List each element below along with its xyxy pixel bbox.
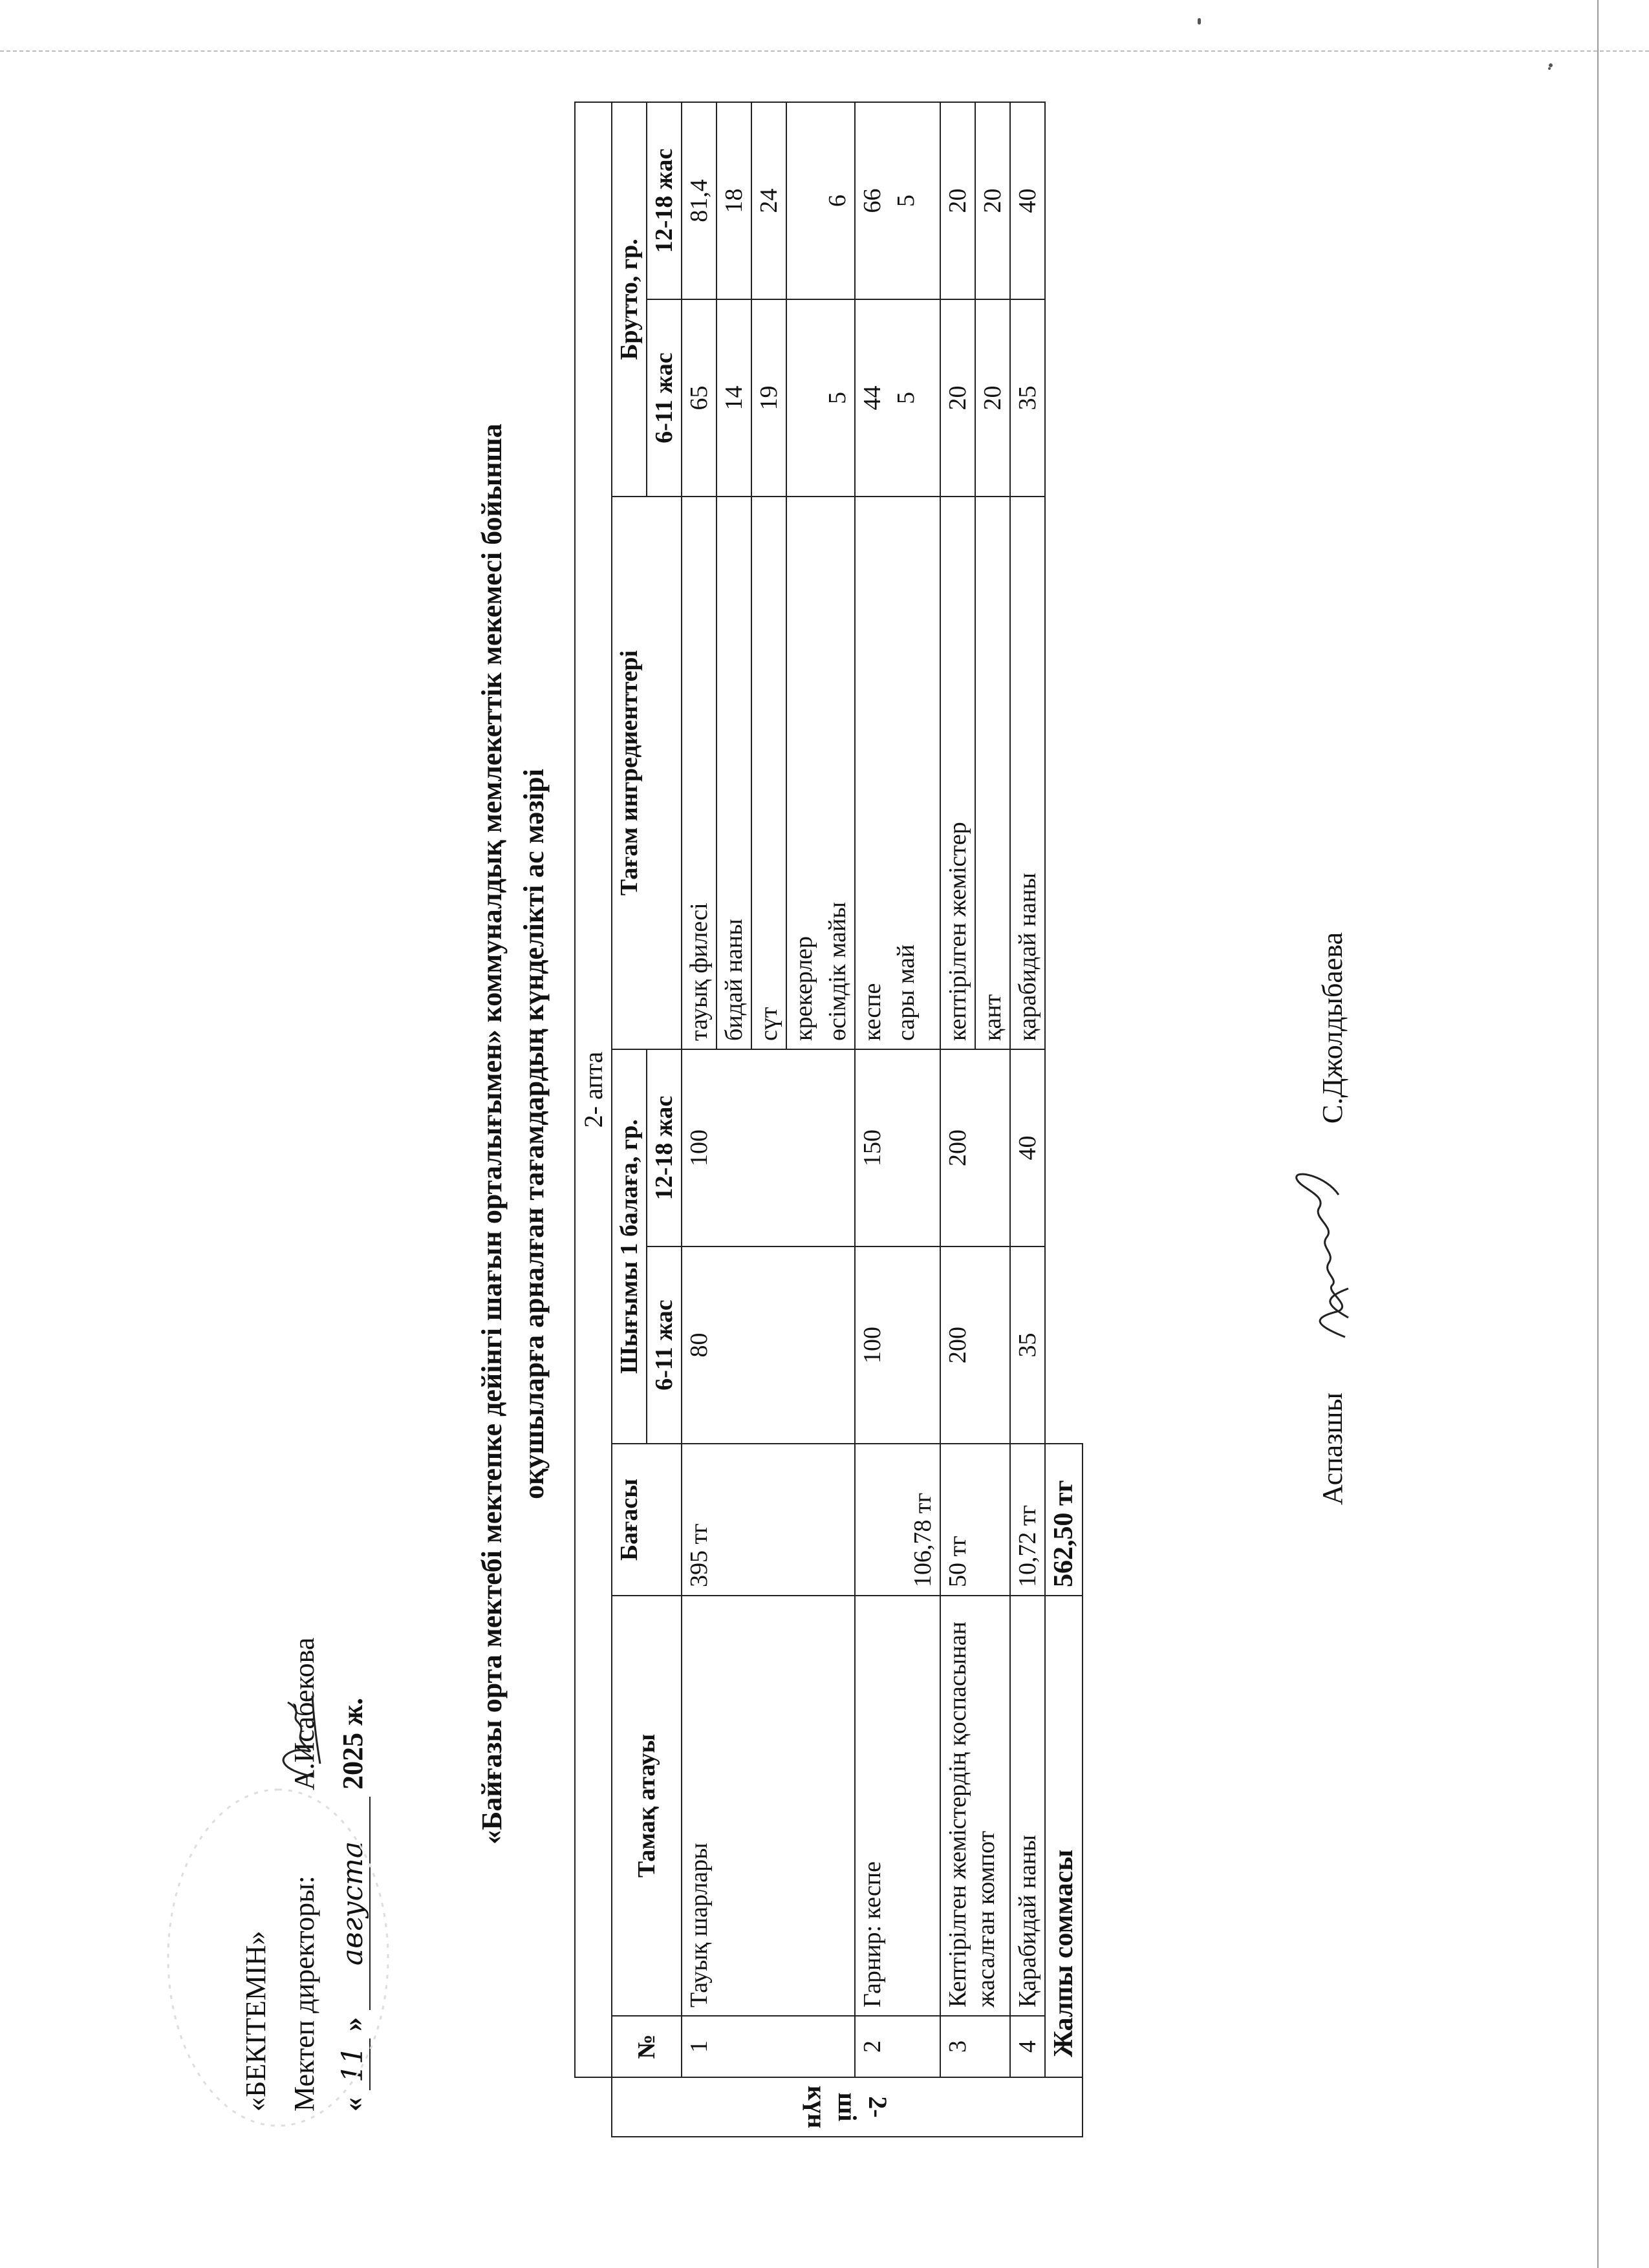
header-row-1 <box>612 102 647 2137</box>
cook-signature <box>1287 1156 1371 1350</box>
header-dish: Тамақ атауы <box>612 1596 682 2016</box>
ingredient-name: бидай наны <box>717 497 751 1049</box>
title-line-2: оқушыларға арналған тағамдардың күнделікті ас мәзірі <box>518 769 550 1499</box>
table-row <box>682 102 717 2137</box>
director-prefix: Мектеп директоры: <box>288 1876 320 2112</box>
cook-name: С.Джолдыбаева <box>1317 932 1348 1124</box>
day-label-cell <box>612 2077 1083 2137</box>
total-label: Жалпы соммасы <box>1045 1596 1083 2077</box>
row-portion-age2: 100 <box>682 1049 855 1246</box>
header-price: Бағасы <box>612 1444 682 1596</box>
header-brutto-age1: 6-11 жас <box>647 299 682 497</box>
row-price: 10,72 тг <box>1010 1444 1045 1596</box>
ingredient-brutto-age1: 14 <box>717 299 751 497</box>
ingredient-brutto-age2: 20 <box>940 102 975 299</box>
ingredient-brutto-age2: 6 <box>821 102 855 299</box>
ingredient-brutto-age2: 66 <box>855 102 889 299</box>
ingredient-brutto-age1: 44 <box>855 299 889 497</box>
ingredient-brutto-age1: 35 <box>1010 299 1045 497</box>
ingredient-name: сүт <box>751 497 786 1049</box>
row-price: 395 тг <box>682 1444 855 1596</box>
row-num: 4 <box>1010 2016 1045 2077</box>
ingredient-brutto-age2: 18 <box>717 102 751 299</box>
ingredient-brutto-age1: 5 <box>821 299 855 497</box>
ingredient-name: тауық филесі <box>682 497 717 1049</box>
week-row <box>575 102 612 2137</box>
row-portion-age1: 35 <box>1010 1246 1045 1444</box>
row-portion-age2: 150 <box>855 1049 940 1246</box>
table-row <box>940 102 975 2137</box>
ingredient-name: қант <box>975 497 1010 1049</box>
ingredient-brutto-age1: 65 <box>682 299 717 497</box>
ingredient-name: кеспе <box>855 497 889 1049</box>
row-portion-age2: 200 <box>940 1049 1010 1246</box>
date-month: августа <box>336 1797 371 2010</box>
date-year: 2025 ж. <box>337 1698 369 1790</box>
ingredient-brutto-age2: 40 <box>1010 102 1045 299</box>
ingredient-brutto-age2: 81,4 <box>682 102 717 299</box>
approval-org: «БЕКІТЕМІН» <box>240 1931 272 2112</box>
row-num: 3 <box>940 2016 1010 2077</box>
header-brutto-age2: 12-18 жас <box>647 102 682 299</box>
director-name: А.Исабекова <box>288 1637 320 1791</box>
row-price: 50 тг <box>940 1444 1010 1596</box>
header-portion-age1: 6-11 жас <box>647 1246 682 1444</box>
total-row <box>1045 102 1083 2137</box>
ingredient-brutto-age2: 24 <box>751 102 786 299</box>
ingredient-brutto-age1: 20 <box>975 299 1010 497</box>
ingredient-name: крекерлер <box>786 497 821 1049</box>
ingredient-brutto-age2: 20 <box>975 102 1010 299</box>
table-row <box>1010 102 1045 2137</box>
header-num: № <box>612 2016 682 2077</box>
row-dish: Кептірілген жемістердің қоспасынан жасалған компот <box>940 1596 1010 2016</box>
row-price: 106,78 тг <box>855 1444 940 1596</box>
date-open-quote: « <box>337 2097 369 2112</box>
table-row <box>855 102 889 2137</box>
row-num: 2 <box>855 2016 940 2077</box>
ingredient-name: өсімдік майы <box>821 497 855 1049</box>
ingredient-brutto-age1: 19 <box>751 299 786 497</box>
header-brutto: Брутто, гр. <box>612 102 647 497</box>
row-dish: Қарабидай наны <box>1010 1596 1045 2016</box>
ingredient-name: қарабидай наны <box>1010 497 1045 1049</box>
ingredient-name: сары май <box>889 497 940 1049</box>
week-label: 2- апта <box>575 102 612 2077</box>
cook-label: Аспазшы <box>1317 1392 1348 1505</box>
ingredient-name: кептірілген жемістер <box>940 497 975 1049</box>
stamp-faint <box>155 1777 401 2139</box>
director-signature <box>268 1693 327 1783</box>
title-line-1: «Байғазы орта мектебі мектепке дейінгі шағын орталығымен» коммуналдық мемлекеттік мекемесі бойынша <box>476 423 508 1845</box>
ingredient-brutto-age2: 5 <box>889 102 940 299</box>
row-portion-age1: 100 <box>855 1246 940 1444</box>
total-value: 562,50 тг <box>1045 1444 1083 1596</box>
row-portion-age1: 80 <box>682 1246 855 1444</box>
header-portion: Шығымы 1 балаға, гр. <box>612 1049 647 1444</box>
row-dish: Гарнир: кеспе <box>855 1596 940 2016</box>
ingredient-brutto-age1: 5 <box>889 299 940 497</box>
row-dish: Тауық шарлары <box>682 1596 855 2016</box>
header-portion-age2: 12-18 жас <box>647 1049 682 1246</box>
row-num: 1 <box>682 2016 855 2077</box>
row-portion-age1: 200 <box>940 1246 1010 1444</box>
menu-table <box>574 102 1083 2137</box>
row-portion-age2: 40 <box>1010 1049 1045 1246</box>
ingredient-brutto-age2 <box>786 102 821 299</box>
date-day: 11 <box>336 2038 371 2090</box>
header-ingredients: Тағам ингредиенттері <box>612 497 682 1049</box>
day-label: 2-ші күн <box>802 2085 892 2128</box>
ingredient-brutto-age1: 20 <box>940 299 975 497</box>
date-close-quote: » <box>337 2017 369 2031</box>
ingredient-brutto-age1 <box>786 299 821 497</box>
